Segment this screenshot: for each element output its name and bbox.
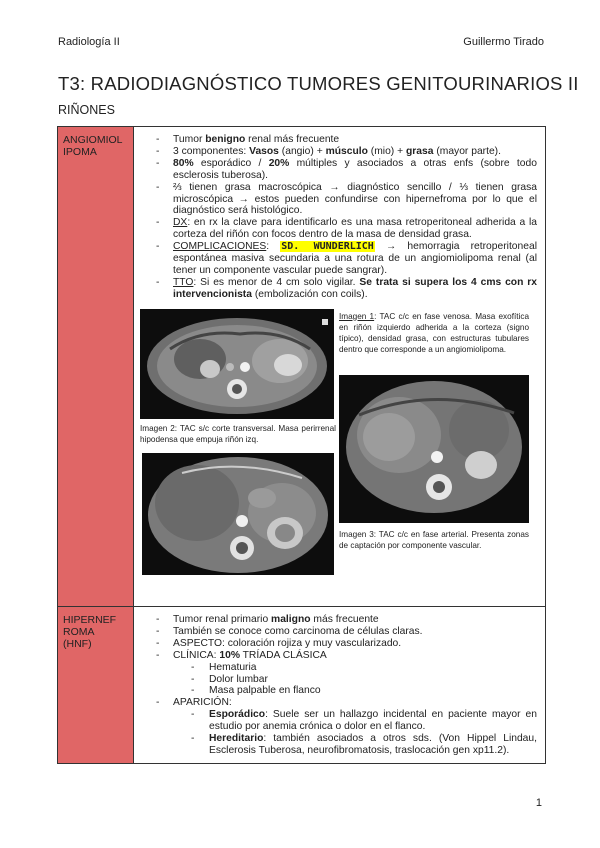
row-content-hipernefroma [134, 607, 545, 763]
label-line: ANGIOMIOL [63, 134, 123, 146]
list-item: - COMPLICACIONES: SD. WUNDERLICH → hemorragia retroperitoneal espontánea masiva secundaria a una rotura de un angiomiolipoma renal (al tener un componente vascular puede sangrar). [156, 241, 537, 277]
ct-image-1 [140, 309, 334, 419]
ct-image-2 [142, 453, 334, 575]
figures-area [140, 309, 537, 579]
list-item: - CLÍNICA: 10% TRÍADA CLÁSICA - Hematuria - Dolor lumbar - Masa palpable en flanco [156, 650, 537, 698]
list-item: - También se conoce como carcinoma de células claras. [156, 626, 537, 638]
list-item: - 80% esporádico / 20% múltiples y asociados a otras enfs (sobre todo esclerosis tuberosa). [156, 158, 537, 182]
list-item: - 3 componentes: Vasos (angio) + músculo (mio) + grasa (mayor parte). [156, 146, 537, 158]
row-hipernefroma [58, 607, 545, 763]
list-item: - Tumor benigno renal más frecuente [156, 134, 537, 146]
list-item: - Tumor renal primario maligno más frecuente [156, 614, 537, 626]
list-item: - ASPECTO: coloración rojiza y muy vascularizado. [156, 638, 537, 650]
highlight-wunderlich: SD. WUNDERLICH [281, 241, 374, 253]
list-item: - Masa palpable en flanco [191, 685, 537, 697]
row-label-hipernefroma [58, 607, 134, 763]
caption-image-2: Imagen 2: TAC s/c corte transversal. Masa perirrenal hipodensa que empuja riñón izq. [140, 423, 336, 444]
list-item: - Esporádico: Suele ser un hallazgo incidental en paciente mayor en estudio por anemia crónica o dolor en el flanco. [191, 709, 537, 733]
row-angiomiolipoma [58, 127, 545, 607]
list-item: - Hematuria [191, 662, 537, 674]
header-subject: Radiología II [58, 36, 120, 48]
caption-image-3: Imagen 3: TAC c/c en fase arterial. Presenta zonas de captación por componente vascular. [339, 529, 529, 550]
row-content-angiomiolipoma [134, 127, 545, 606]
list-item: - Dolor lumbar [191, 674, 537, 686]
section-heading: RIÑONES [58, 103, 115, 117]
list-item: - TTO: Si es menor de 4 cm solo vigilar. Se trata si supera los 4 cms con rx intervencionista (embolización con coils). [156, 277, 537, 301]
label-line: HIPERNEF [63, 614, 117, 626]
label-line: (HNF) [63, 638, 92, 650]
list-item: - APARICIÓN: - Esporádico: Suele ser un hallazgo incidental en paciente mayor en estudio por anemia crónica o dolor en el flanco. - Hereditario: también asociados a otros sds. (Von Hippel Lindau, Esclerosis Tuberosa, neurofibromatosis, traslocación gen xp11.2). [156, 697, 537, 757]
list-item: - Hereditario: también asociados a otros sds. (Von Hippel Lindau, Esclerosis Tuberosa, neurofibromatosis, traslocación gen xp11.2). [191, 733, 537, 757]
content-table [57, 126, 546, 764]
list-item: - ⅔ tienen grasa macroscópica → diagnóstico sencillo / ⅓ tienen grasa microscópica → estos pueden confundirse con hipernefroma por lo que el diagnóstico será histológico. [156, 182, 537, 218]
label-line: ROMA [63, 626, 95, 638]
list-item: - DX: en rx la clave para identificarlo es una masa retroperitoneal adherida a la corteza del riñón con focos dentro de la masa de densidad grasa. [156, 217, 537, 241]
caption-image-1: Imagen 1: TAC c/c en fase venosa. Masa exofítica en riñón izquierdo adherida a la corteza (signo típico), densidad grasa, con estructuras tubulares dentro que corresponde a un angiomiolipoma. [339, 311, 529, 354]
page-title: T3: RADIODIAGNÓSTICO TUMORES GENITOURINARIOS II [58, 73, 579, 94]
header-author: Guillermo Tirado [463, 36, 544, 48]
row-label-angiomiolipoma [58, 127, 134, 606]
page-number: 1 [535, 797, 542, 809]
ct-image-3 [339, 375, 529, 523]
label-line: IPOMA [63, 146, 97, 158]
